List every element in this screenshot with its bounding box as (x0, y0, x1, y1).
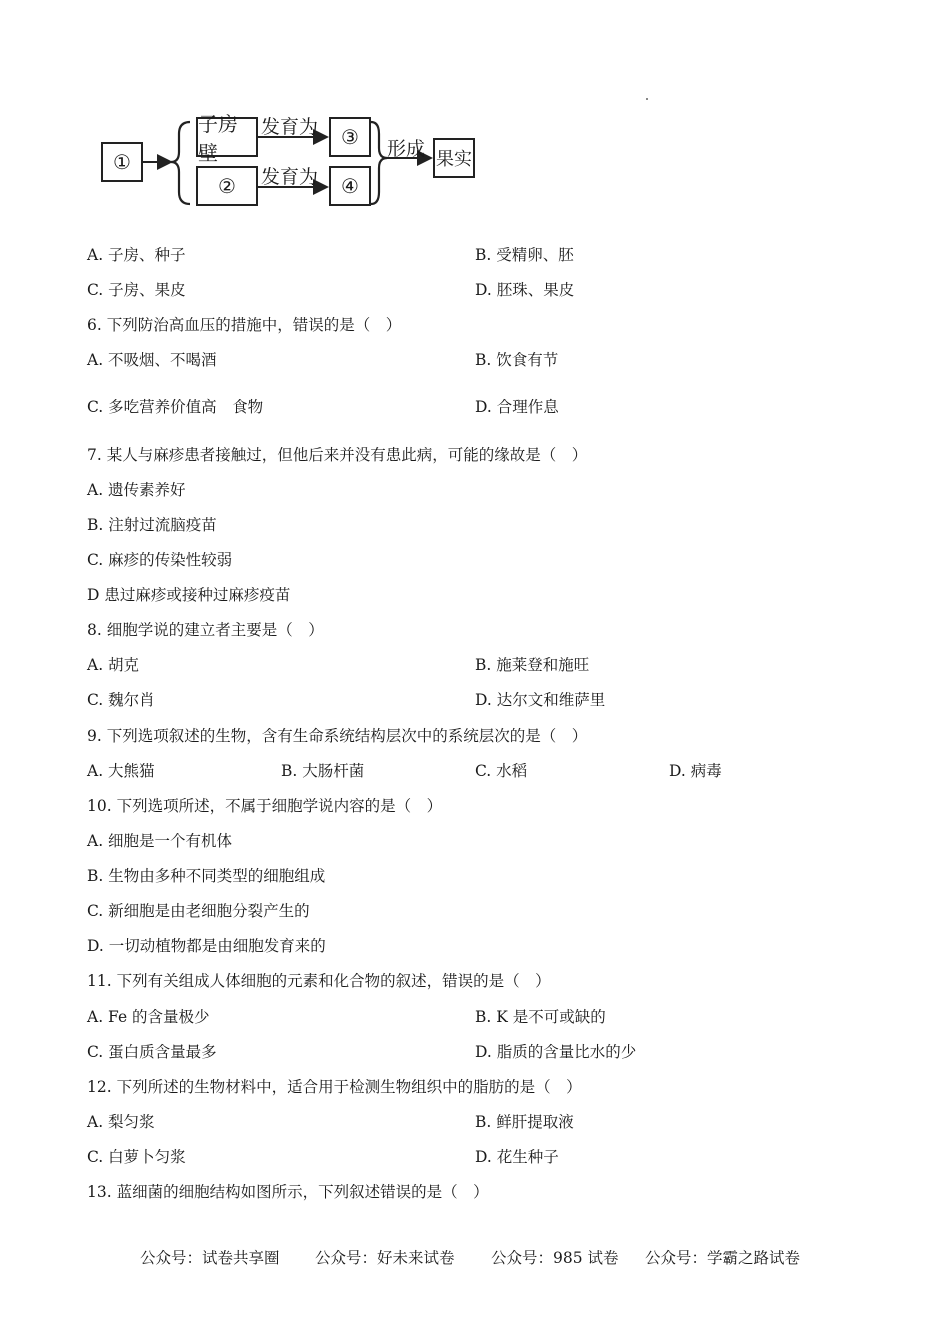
q7-option-c: C. 麻疹的传染性较弱 (87, 551, 233, 569)
q7-option-d: D 患过麻疹或接种过麻疹疫苗 (87, 586, 291, 604)
q5-option-d: D. 胚珠、果皮 (475, 281, 575, 299)
q9-option-b: B. 大肠杆菌 (281, 762, 365, 780)
q6-option-b: B. 饮食有节 (475, 351, 559, 369)
speck (646, 98, 648, 100)
q10-option-c: C. 新细胞是由老细胞分裂产生的 (87, 902, 310, 920)
fruit-development-diagram (95, 108, 485, 218)
node-4-label: ④ (341, 174, 359, 198)
q6-stem: 6. 下列防治高血压的措施中，错误的是（ ） (87, 316, 402, 334)
q8-stem: 8. 细胞学说的建立者主要是（ ） (87, 621, 324, 639)
right-brace (371, 122, 387, 204)
q7-option-a: A. 遗传素养好 (87, 481, 186, 499)
node-2-label: ② (218, 174, 236, 198)
left-brace (171, 122, 190, 204)
q9-stem: 9. 下列选项叙述的生物，含有生命系统结构层次中的系统层次的是（ ） (87, 727, 588, 745)
ovary-wall-label: 子房壁 (198, 112, 238, 165)
node-1-label: ① (113, 150, 131, 174)
q12-option-c: C. 白萝卜匀浆 (87, 1148, 186, 1166)
footer-account-1: 公众号：试卷共享圈 (140, 1249, 280, 1267)
q10-option-b: B. 生物由多种不同类型的细胞组成 (87, 867, 326, 885)
q8-option-a: A. 胡克 (87, 656, 140, 674)
q11-option-c: C. 蛋白质含量最多 (87, 1043, 217, 1061)
fruit-box (433, 138, 475, 178)
form-label: 形成 (387, 138, 426, 160)
footer-account-4: 公众号：学霸之路试卷 (645, 1249, 801, 1267)
node-3-label: ③ (341, 125, 359, 149)
node-2-box (196, 166, 258, 206)
q12-option-a: A. 梨匀浆 (87, 1113, 155, 1131)
q10-option-a: A. 细胞是一个有机体 (87, 832, 233, 850)
q11-stem: 11. 下列有关组成人体细胞的元素和化合物的叙述，错误的是（ ） (87, 972, 551, 990)
q6-option-d: D. 合理作息 (475, 398, 559, 416)
q9-option-a: A. 大熊猫 (87, 762, 155, 780)
node-4-box (329, 166, 371, 206)
ovary-wall-box (196, 112, 258, 165)
q7-stem: 7. 某人与麻疹患者接触过，但他后来并没有患此病，可能的缘故是（ ） (87, 446, 588, 464)
q11-option-a: A. Fe 的含量极少 (87, 1008, 210, 1026)
q5-option-b: B. 受精卵、胚 (475, 246, 574, 264)
q12-stem: 12. 下列所述的生物材料中，适合用于检测生物组织中的脂肪的是（ ） (87, 1078, 582, 1096)
q6-option-a: A. 不吸烟、不喝酒 (87, 351, 217, 369)
q8-option-c: C. 魏尔肖 (87, 691, 155, 709)
q8-option-b: B. 施莱登和施旺 (475, 656, 590, 674)
q8-option-d: D. 达尔文和维萨里 (475, 691, 606, 709)
q10-stem: 10. 下列选项所述，不属于细胞学说内容的是（ ） (87, 797, 443, 815)
q13-stem: 13. 蓝细菌的细胞结构如图所示，下列叙述错误的是（ ） (87, 1183, 489, 1201)
q5-option-a: A. 子房、种子 (87, 246, 186, 264)
q11-option-b: B. K 是不可或缺的 (475, 1008, 606, 1026)
q9-option-c: C. 水稻 (475, 762, 528, 780)
footer-account-3: 公众号：985 试卷 (491, 1249, 619, 1267)
q10-option-d: D. 一切动植物都是由细胞发育来的 (87, 937, 326, 955)
q12-option-d: D. 花生种子 (475, 1148, 559, 1166)
q11-option-d: D. 脂质的含量比水的少 (475, 1043, 637, 1061)
develop-label-top: 发育为 (261, 116, 319, 138)
q7-option-b: B. 注射过流脑疫苗 (87, 516, 217, 534)
footer-account-2: 公众号：好未来试卷 (315, 1249, 455, 1267)
q5-option-c: C. 子房、果皮 (87, 281, 186, 299)
develop-label-bottom: 发育为 (261, 166, 319, 188)
node-3-box (329, 117, 371, 157)
q9-option-d: D. 病毒 (669, 762, 722, 780)
fruit-label: 果实 (436, 149, 472, 170)
q6-option-c: C. 多吃营养价值高 食物 (87, 398, 264, 416)
node-1-box (101, 142, 143, 182)
q12-option-b: B. 鲜肝提取液 (475, 1113, 574, 1131)
